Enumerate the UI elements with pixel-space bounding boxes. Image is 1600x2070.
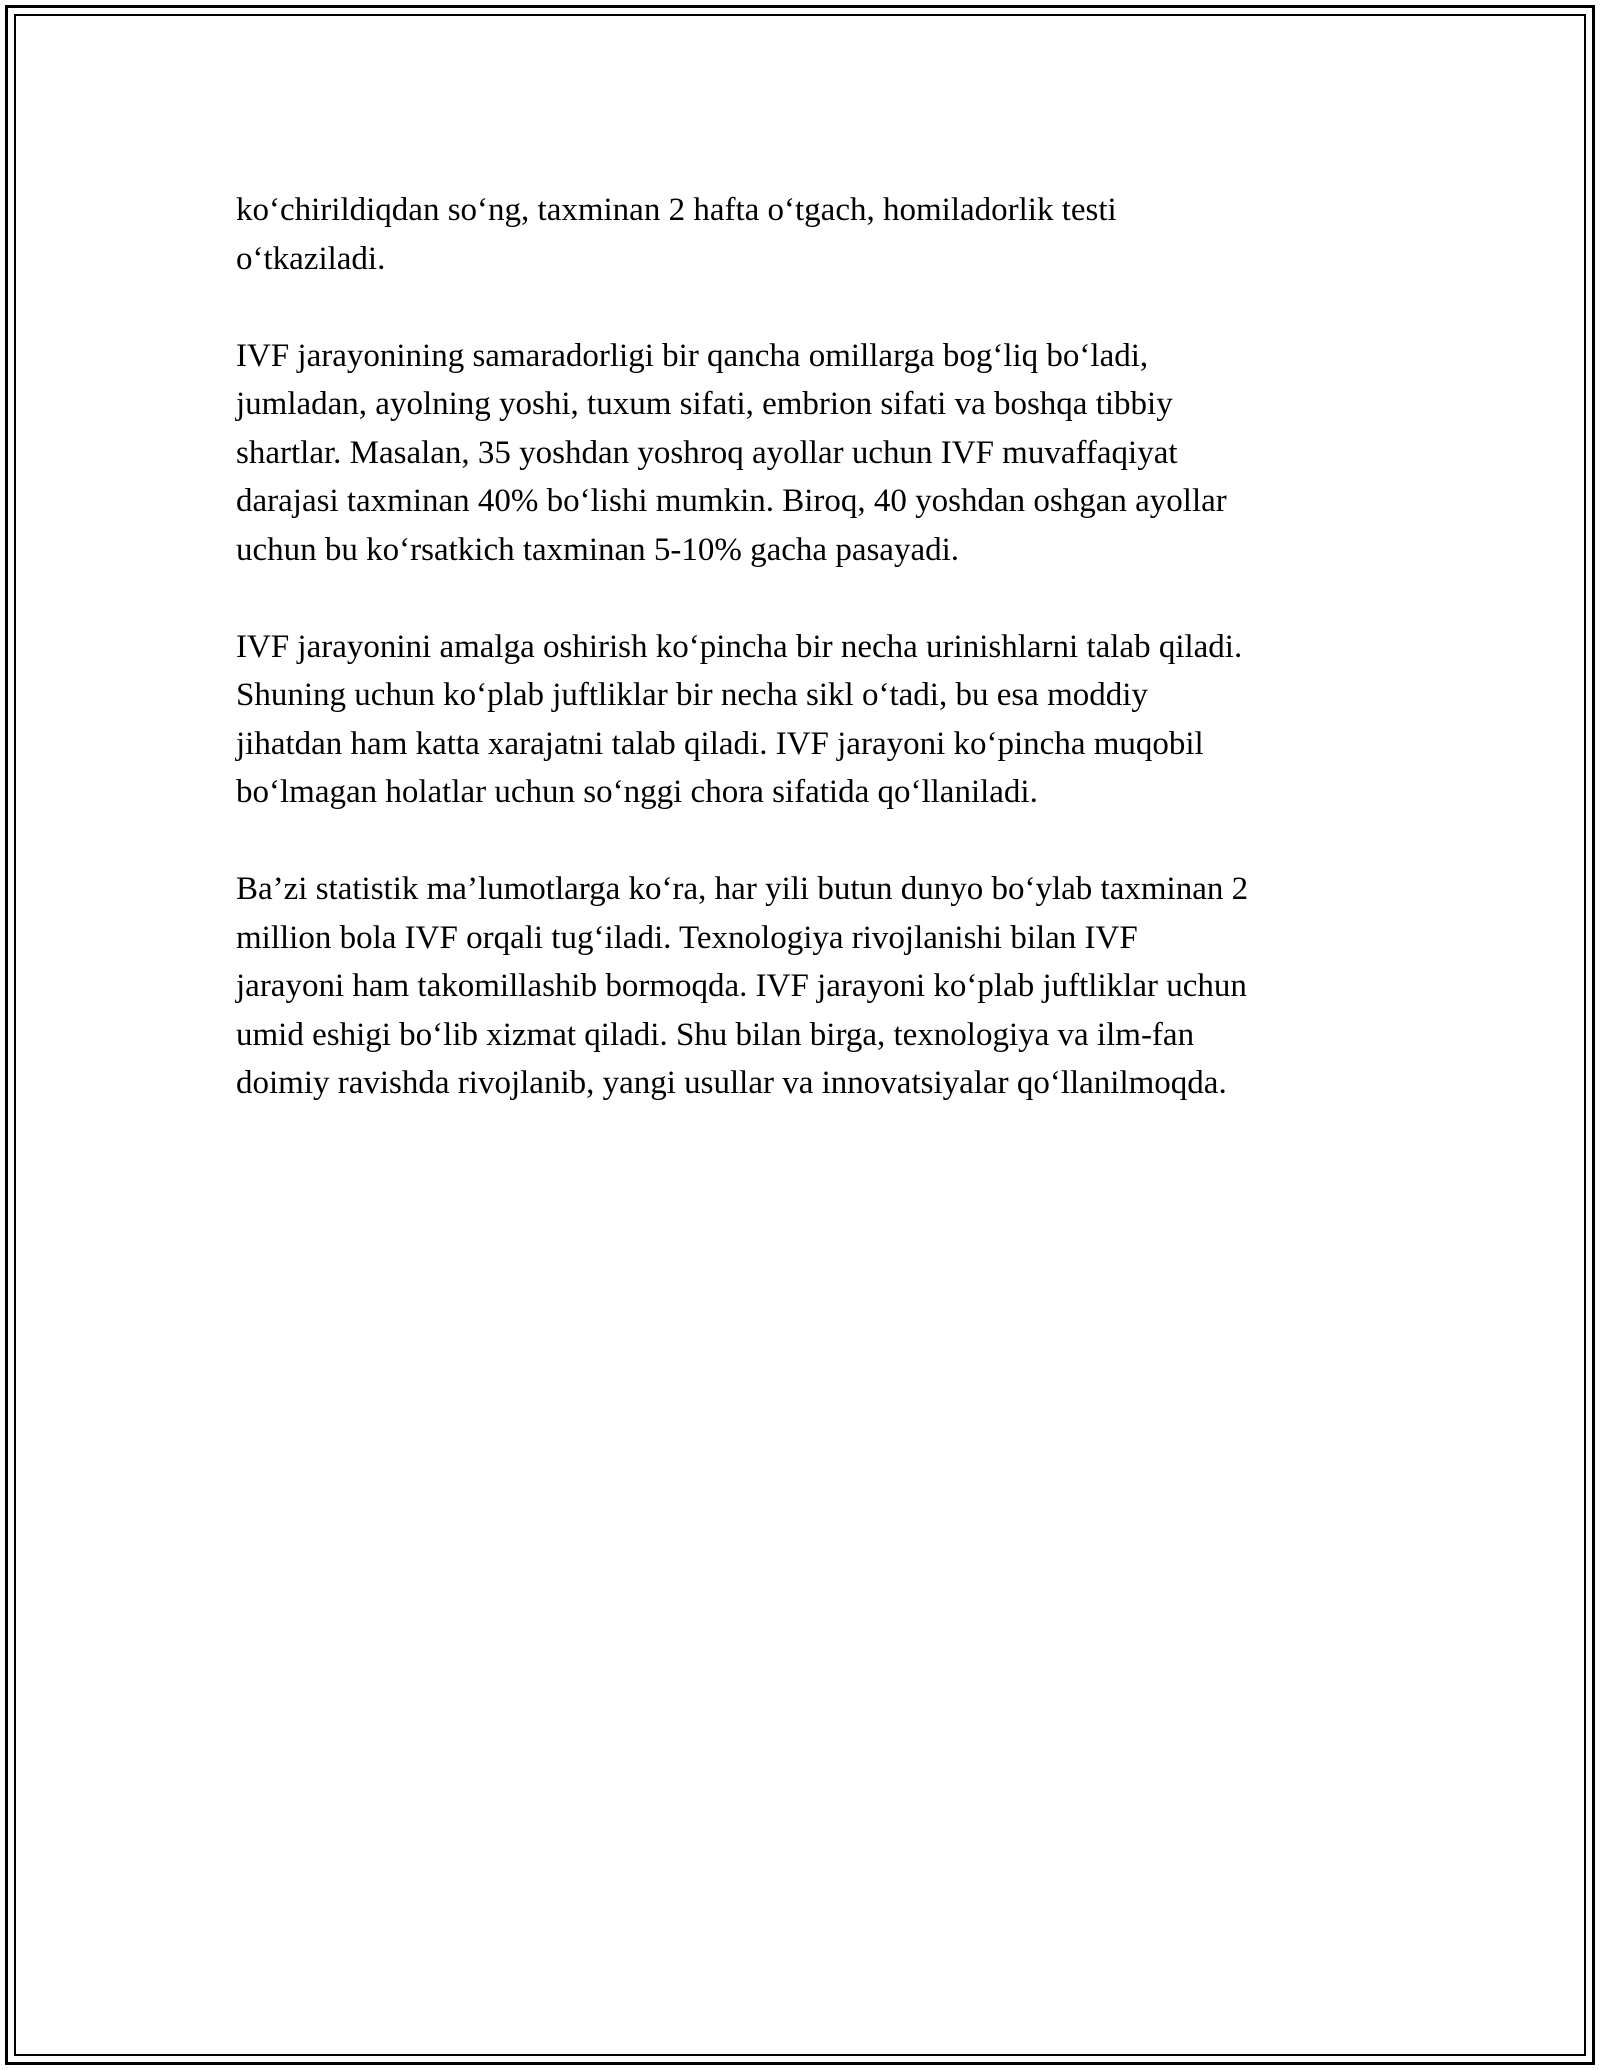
paragraph-2: IVF jarayonining samaradorligi bir qancha omillarga bog‘liq bo‘ladi, jumladan, ayolning yoshi, tuxum sifati, embrion sifati va boshqa tibbiy shartlar. Masalan, 35 yoshdan yoshroq ayollar uchun IVF muvaffaqiyat darajasi taxminan 40% bo‘lishi mumkin. Biroq, 40 yoshdan oshgan ayollar uchun bu ko‘rsatkich taxminan 5-10% gacha pasayadi. (236, 337, 1227, 568)
paragraph-1: ko‘chirildiqdan so‘ng, taxminan 2 hafta o‘tgach, homiladorlik testi o‘tkaziladi. (236, 192, 1117, 277)
document-body (236, 186, 1366, 1156)
paragraph-4: Ba’zi statistik ma’lumotlarga ko‘ra, har yili butun dunyo bo‘ylab taxminan 2 million bola IVF orqali tug‘iladi. Texnologiya rivojlanishi bilan IVF jarayoni ham takomillashib bormoqda. IVF jarayoni ko‘plab juftliklar uchun umid eshigi bo‘lib xizmat qiladi. Shu bilan birga, texnologiya va ilm-fan doimiy ravishda rivojlanib, yangi usullar va innovatsiyalar qo‘llanilmoqda. (236, 871, 1249, 1101)
paragraph-3: IVF jarayonini amalga oshirish ko‘pincha bir necha urinishlarni talab qiladi. Shuning uchun ko‘plab juftliklar bir necha sikl o‘tadi, bu esa moddiy jihatdan ham katta xarajatni talab qiladi. IVF jarayoni ko‘pincha muqobil bo‘lmagan holatlar uchun so‘nggi chora sifatida qo‘llaniladi. (236, 628, 1243, 810)
